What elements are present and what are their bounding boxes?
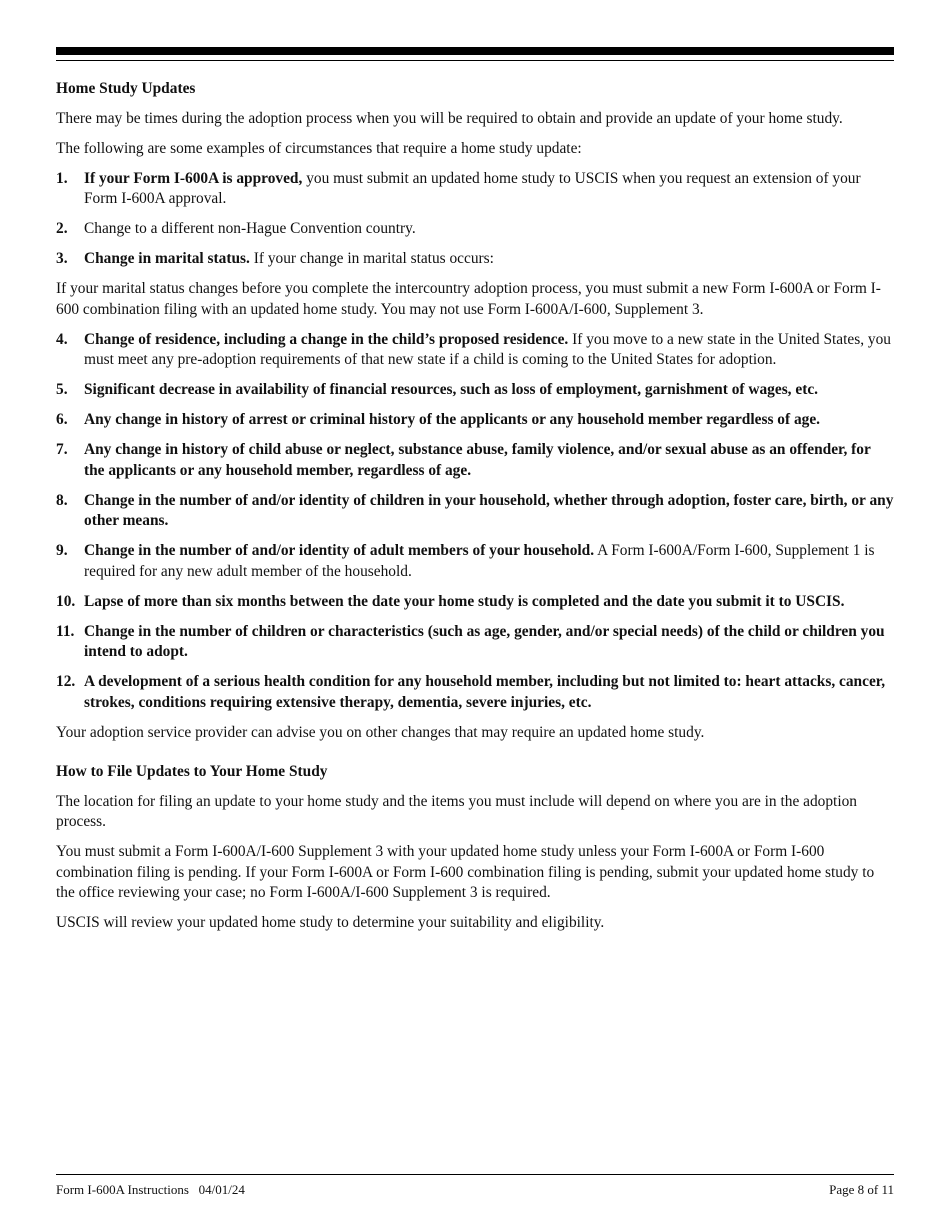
list-item-text: Change of residence, including a change in the child’s proposed residence. If you move to a new state in the United States, you must meet any pre-adoption requirements of that new state if a child is coming to the United States for adoption. bbox=[84, 330, 891, 368]
list-item-text: Change to a different non-Hague Convention country. bbox=[84, 220, 416, 237]
list-item bbox=[56, 410, 894, 431]
marital-status-paragraph: If your marital status changes before you complete the intercountry adoption process, you must submit a new Form I-600A or Form I-600 combination filing with an updated home study. You may not use Form I-600A/I-600, Supplement 3. bbox=[56, 280, 881, 318]
list-item-text: If your Form I-600A is approved, you must submit an updated home study to USCIS when you request an extension of your Form I-600A approval. bbox=[84, 169, 861, 207]
provider-note-paragraph: Your adoption service provider can advise you on other changes that may require an updated home study. bbox=[56, 723, 705, 741]
list-item bbox=[56, 622, 894, 663]
list-item bbox=[56, 440, 894, 481]
list-item-number: 1. bbox=[56, 169, 68, 187]
list-item-number: 4. bbox=[56, 330, 68, 348]
header-rule-thin bbox=[56, 60, 894, 61]
list-item-number: 12. bbox=[56, 673, 76, 690]
filing-location-paragraph: The location for filing an update to your home study and the items you must include will depend on where you are in the adoption process. bbox=[56, 792, 857, 830]
list-item-text: Change in the number of children or characteristics (such as age, gender, and/or special needs) of the child or children you intend to adopt. bbox=[84, 622, 885, 660]
list-item-number: 10. bbox=[56, 592, 76, 610]
list-item-number: 5. bbox=[56, 381, 68, 398]
list-item-number: 2. bbox=[56, 220, 68, 237]
list-item-text: A development of a serious health condition for any household member, including but not limited to: heart attacks, cancer, strokes, conditions requiring extensive therapy, dementia, severe injuries, etc. bbox=[84, 673, 886, 711]
list-item-text: Significant decrease in availability of financial resources, such as loss of employment, garnishment of wages, etc. bbox=[84, 381, 819, 398]
uscis-review-paragraph: USCIS will review your updated home study to determine your suitability and eligibility. bbox=[56, 914, 605, 931]
list-item bbox=[56, 541, 894, 582]
list-item-number: 9. bbox=[56, 542, 68, 559]
footer-page-number: Page 8 of 11 bbox=[829, 1182, 894, 1197]
list-item bbox=[56, 249, 894, 270]
header-rule-thick bbox=[56, 47, 894, 55]
list-item bbox=[56, 169, 894, 210]
circumstance-list-part-1 bbox=[56, 169, 894, 270]
list-item bbox=[56, 672, 894, 713]
circumstance-list-part-2 bbox=[56, 330, 894, 714]
examples-intro-paragraph: The following are some examples of circumstances that require a home study update: bbox=[56, 139, 582, 157]
list-item bbox=[56, 330, 894, 371]
list-item bbox=[56, 592, 894, 613]
footer-rule bbox=[56, 1174, 894, 1175]
page-content bbox=[56, 79, 894, 943]
list-item-text: Any change in history of arrest or criminal history of the applicants or any household member regardless of age. bbox=[84, 411, 821, 428]
list-item-text: Change in the number of and/or identity of adult members of your household. A Form I-600A/Form I-600, Supplement 1 is required for any new adult member of the household. bbox=[84, 542, 875, 580]
list-item-number: 6. bbox=[56, 411, 68, 428]
list-item-text: Change in the number of and/or identity of children in your household, whether through adoption, foster care, birth, or any other means. bbox=[84, 491, 894, 529]
list-item-number: 11. bbox=[56, 622, 75, 640]
section-heading-home-study-updates: Home Study Updates bbox=[56, 80, 196, 97]
list-item bbox=[56, 380, 894, 401]
section-heading-how-to-file: How to File Updates to Your Home Study bbox=[56, 763, 328, 780]
list-item-text: Any change in history of child abuse or neglect, substance abuse, family violence, and/or sexual abuse as an offender, for the applicants or any household member, regardless of age. bbox=[84, 441, 871, 479]
page-footer bbox=[56, 1181, 894, 1199]
list-item-text: Lapse of more than six months between the date your home study is completed and the date you submit it to USCIS. bbox=[84, 592, 845, 610]
list-item-text: Change in marital status. If your change in marital status occurs: bbox=[84, 250, 494, 267]
list-item-number: 7. bbox=[56, 441, 68, 458]
list-item bbox=[56, 491, 894, 532]
list-item-number: 3. bbox=[56, 250, 68, 267]
footer-form-info: Form I-600A Instructions 04/01/24 bbox=[56, 1182, 245, 1197]
list-item-number: 8. bbox=[56, 491, 68, 509]
intro-paragraph: There may be times during the adoption process when you will be required to obtain and provide an update of your home study. bbox=[56, 109, 843, 127]
list-item bbox=[56, 219, 894, 240]
supplement-paragraph: You must submit a Form I-600A/I-600 Supplement 3 with your updated home study unless your Form I-600A or Form I-600 combination filing is pending. If your Form I-600A or Form I-600 combination filing is pending, submit your updated home study to the office reviewing your case; no Form I-600A/I-600 Supplement 3 is required. bbox=[56, 843, 875, 901]
